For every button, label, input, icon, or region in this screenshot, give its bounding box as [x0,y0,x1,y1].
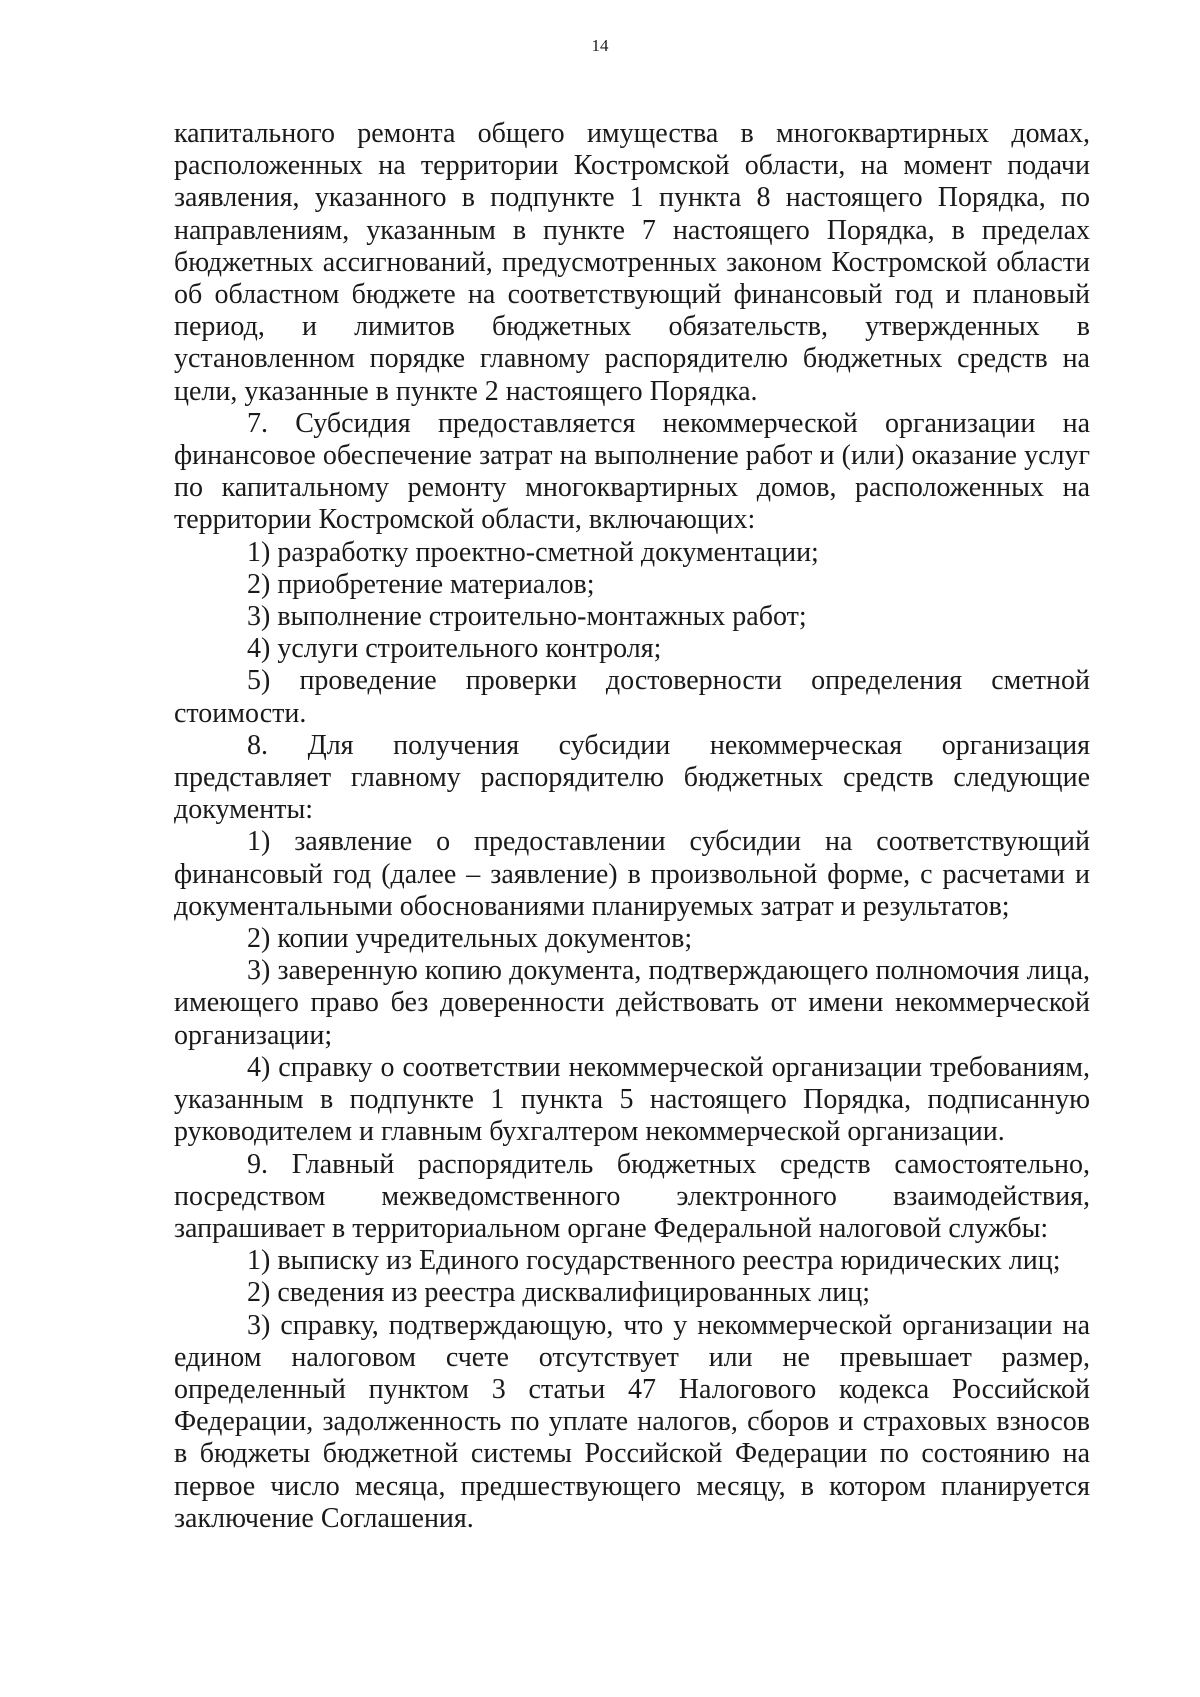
paragraph-item-9-2: 2) сведения из реестра дисквалифицированных лиц; [247,1277,871,1309]
paragraph-item-8-4: 4) справку о соответствии некоммерческой организации требованиям, указанным в подпункте 1 пункта 5 настоящего Порядка, подписанную руководителем и главным бухгалтером некоммерческой организации. [174,1051,1090,1148]
paragraph-item-7-1: 1) разработку проектно-сметной документации; [247,536,819,568]
paragraph-item-7: 7. Субсидия предоставляется некоммерческой организации на финансовое обеспечение затрат на выполнение работ и (или) оказание услуг по капитальному ремонту многоквартирных домов, расположенных на территории Костромской области, включающих: [174,407,1090,536]
paragraph-item-7-4: 4) услуги строительного контроля; [247,633,662,665]
paragraph-item-7-3: 3) выполнение строительно-монтажных работ; [247,601,807,633]
paragraph-item-7-2: 2) приобретение материалов; [247,568,595,600]
paragraph-item-8-1: 1) заявление о предоставлении субсидии на соответствующий финансовый год (далее – заявление) в произвольной форме, с расчетами и документальными обоснованиями планируемых затрат и результатов; [174,826,1090,922]
paragraph-item-9-3: 3) справку, подтверждающую, что у некоммерческой организации на едином налоговом счете отсутствует или не превышает размер, определенный пунктом 3 статьи 47 Налогового кодекса Российской Федерации, задолженность по уплате налогов, сборов и страховых взносов в бюджеты бюджетной системы Российской Федерации по состоянию на первое число месяца, предшествующего месяцу, в котором планируется заключение Соглашения. [174,1309,1090,1534]
paragraph-continuation: капитального ремонта общего имущества в многоквартирных домах, расположенных на территории Костромской области, на момент подачи заявления, указанного в подпункте 1 пункта 8 настоящего Порядка, по направлениям, указанным в пункте 7 настоящего Порядка, в пределах бюджетных ассигнований, предусмотренных законом Костромской области об областном бюджете на соответствующий финансовый год и плановый период, и лимитов бюджетных обязательств, утвержденных в установленном порядке главному распорядителю бюджетных средств на цели, указанные в пункте 2 настоящего Порядка. [174,118,1090,407]
paragraph-item-7-5: 5) проведение проверки достоверности определения сметной стоимости. [174,665,1090,729]
paragraph-item-8-2: 2) копии учредительных документов; [247,923,693,955]
page-number: 14 [591,36,609,55]
paragraph-item-8-3: 3) заверенную копию документа, подтверждающего полномочия лица, имеющего право без доверенности действовать от имени некоммерческой организации; [174,955,1090,1051]
paragraph-item-9: 9. Главный распорядитель бюджетных средств самостоятельно, посредством межведомственного электронного взаимодействия, запрашивает в территориальном органе Федеральной налоговой службы: [174,1148,1090,1244]
paragraph-item-9-1: 1) выписку из Единого государственного реестра юридических лиц; [247,1245,1061,1277]
document-body [174,118,1090,1535]
paragraph-item-8: 8. Для получения субсидии некоммерческая организация представляет главному распорядителю бюджетных средств следующие документы: [174,729,1090,826]
